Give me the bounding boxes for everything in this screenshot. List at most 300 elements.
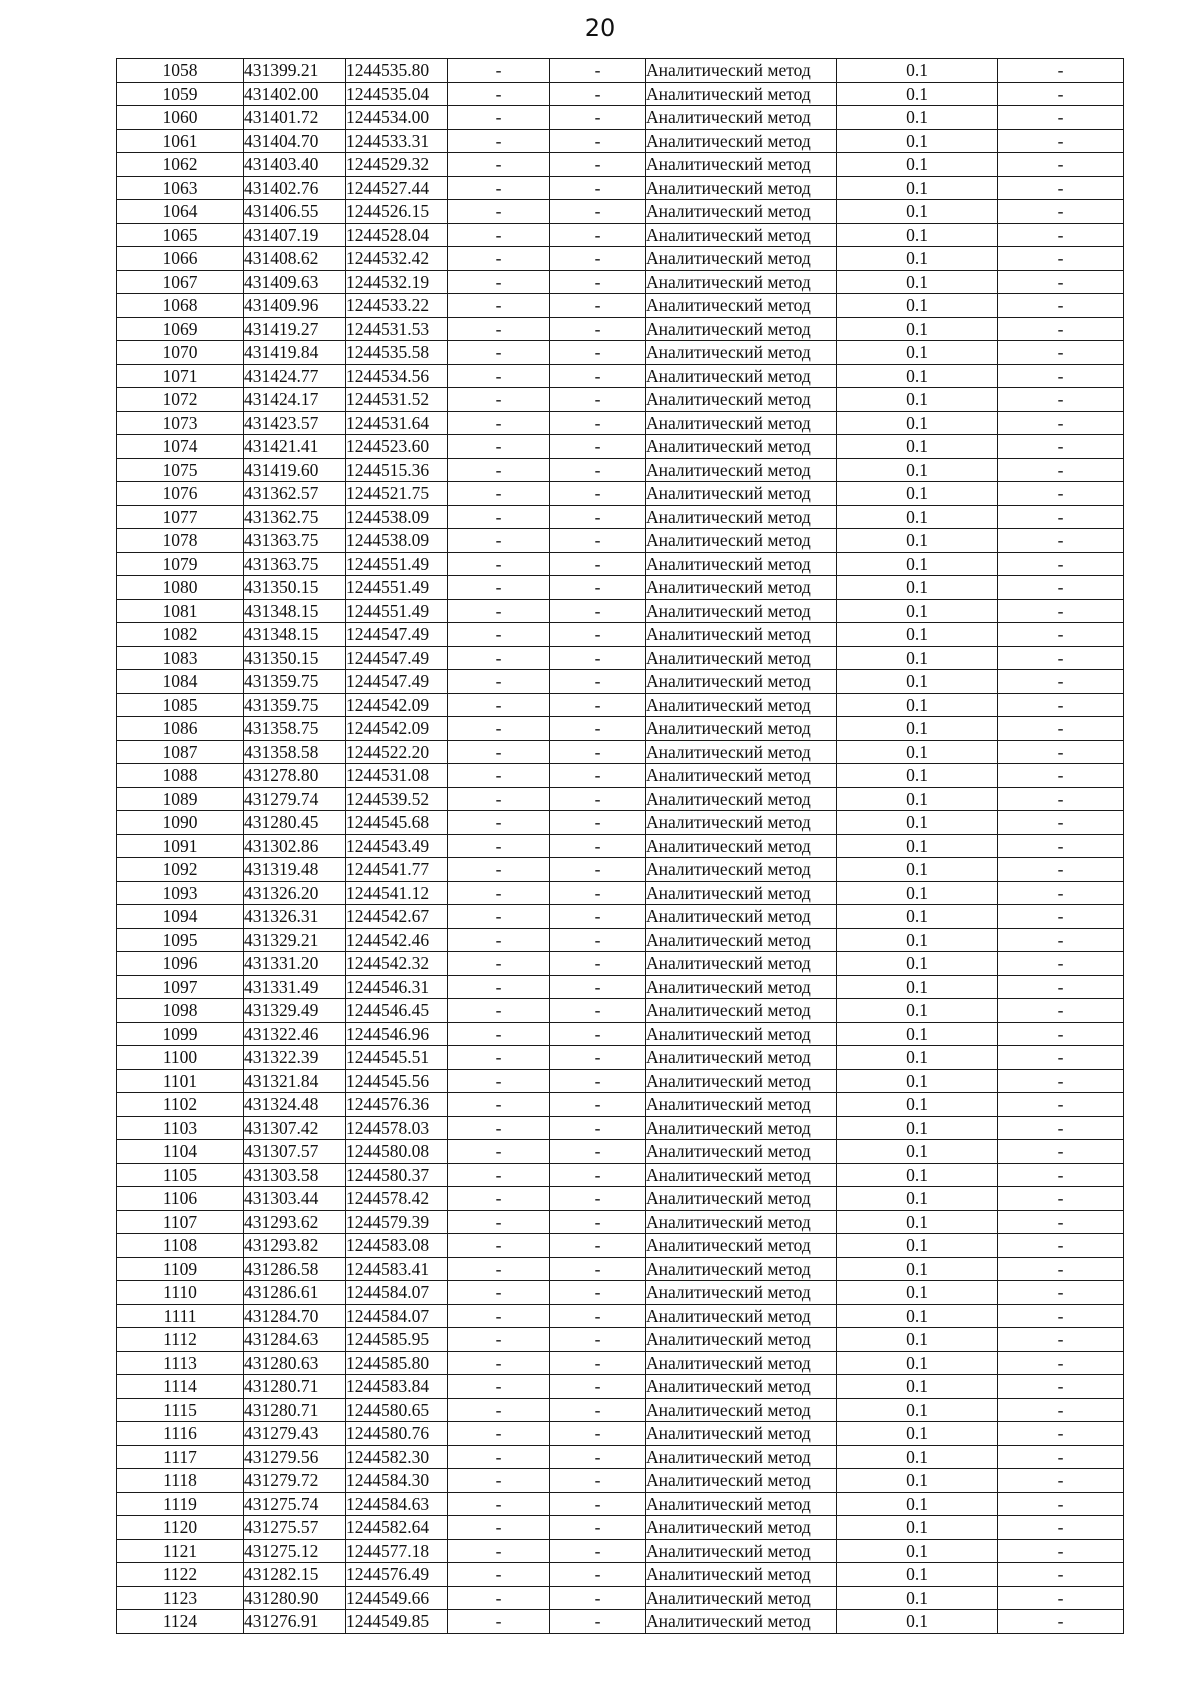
method-cell: Аналитический метод	[646, 975, 837, 999]
table-row	[117, 529, 1124, 553]
dash-cell: -	[998, 811, 1124, 835]
table-row	[117, 693, 1124, 717]
table-row	[117, 646, 1124, 670]
y-coordinate-cell: 1244580.08	[346, 1140, 448, 1164]
y-coordinate-cell: 1244582.64	[346, 1516, 448, 1540]
dash-cell: -	[448, 129, 550, 153]
y-coordinate-cell: 1244578.42	[346, 1187, 448, 1211]
dash-cell: -	[550, 1234, 646, 1258]
dash-cell: -	[448, 717, 550, 741]
table-row	[117, 1539, 1124, 1563]
x-coordinate-cell: 431279.43	[244, 1422, 346, 1446]
dash-cell: -	[550, 599, 646, 623]
dash-cell: -	[998, 975, 1124, 999]
y-coordinate-cell: 1244580.37	[346, 1163, 448, 1187]
dash-cell: -	[448, 999, 550, 1023]
x-coordinate-cell: 431358.75	[244, 717, 346, 741]
dash-cell: -	[550, 458, 646, 482]
dash-cell: -	[550, 1046, 646, 1070]
table-row	[117, 388, 1124, 412]
table-row	[117, 1492, 1124, 1516]
x-coordinate-cell: 431279.56	[244, 1445, 346, 1469]
point-number-cell: 1081	[117, 599, 244, 623]
table-row	[117, 952, 1124, 976]
dash-cell: -	[448, 576, 550, 600]
dash-cell: -	[448, 552, 550, 576]
dash-cell: -	[998, 999, 1124, 1023]
x-coordinate-cell: 431362.75	[244, 505, 346, 529]
table-row	[117, 764, 1124, 788]
table-row	[117, 129, 1124, 153]
x-coordinate-cell: 431307.57	[244, 1140, 346, 1164]
table-row	[117, 881, 1124, 905]
y-coordinate-cell: 1244532.42	[346, 247, 448, 271]
accuracy-cell: 0.1	[837, 458, 998, 482]
table-row	[117, 1069, 1124, 1093]
x-coordinate-cell: 431408.62	[244, 247, 346, 271]
x-coordinate-cell: 431303.58	[244, 1163, 346, 1187]
dash-cell: -	[550, 1328, 646, 1352]
point-number-cell: 1061	[117, 129, 244, 153]
x-coordinate-cell: 431419.84	[244, 341, 346, 365]
point-number-cell: 1059	[117, 82, 244, 106]
point-number-cell: 1100	[117, 1046, 244, 1070]
dash-cell: -	[998, 317, 1124, 341]
dash-cell: -	[550, 364, 646, 388]
y-coordinate-cell: 1244579.39	[346, 1210, 448, 1234]
dash-cell: -	[550, 928, 646, 952]
y-coordinate-cell: 1244535.04	[346, 82, 448, 106]
dash-cell: -	[998, 952, 1124, 976]
dash-cell: -	[448, 1210, 550, 1234]
dash-cell: -	[448, 317, 550, 341]
point-number-cell: 1075	[117, 458, 244, 482]
accuracy-cell: 0.1	[837, 1422, 998, 1446]
dash-cell: -	[550, 1539, 646, 1563]
dash-cell: -	[998, 223, 1124, 247]
dash-cell: -	[550, 1187, 646, 1211]
y-coordinate-cell: 1244545.68	[346, 811, 448, 835]
accuracy-cell: 0.1	[837, 717, 998, 741]
point-number-cell: 1067	[117, 270, 244, 294]
dash-cell: -	[550, 552, 646, 576]
dash-cell: -	[998, 1069, 1124, 1093]
accuracy-cell: 0.1	[837, 223, 998, 247]
x-coordinate-cell: 431280.63	[244, 1351, 346, 1375]
table-row	[117, 1163, 1124, 1187]
dash-cell: -	[550, 1516, 646, 1540]
dash-cell: -	[550, 975, 646, 999]
method-cell: Аналитический метод	[646, 764, 837, 788]
dash-cell: -	[550, 1375, 646, 1399]
accuracy-cell: 0.1	[837, 1210, 998, 1234]
accuracy-cell: 0.1	[837, 364, 998, 388]
dash-cell: -	[448, 364, 550, 388]
accuracy-cell: 0.1	[837, 1093, 998, 1117]
x-coordinate-cell: 431402.76	[244, 176, 346, 200]
y-coordinate-cell: 1244545.51	[346, 1046, 448, 1070]
point-number-cell: 1107	[117, 1210, 244, 1234]
x-coordinate-cell: 431279.72	[244, 1469, 346, 1493]
point-number-cell: 1119	[117, 1492, 244, 1516]
dash-cell: -	[448, 623, 550, 647]
table-row	[117, 505, 1124, 529]
method-cell: Аналитический метод	[646, 435, 837, 459]
dash-cell: -	[998, 1445, 1124, 1469]
point-number-cell: 1108	[117, 1234, 244, 1258]
accuracy-cell: 0.1	[837, 435, 998, 459]
x-coordinate-cell: 431331.20	[244, 952, 346, 976]
y-coordinate-cell: 1244531.53	[346, 317, 448, 341]
point-number-cell: 1087	[117, 740, 244, 764]
accuracy-cell: 0.1	[837, 106, 998, 130]
x-coordinate-cell: 431319.48	[244, 858, 346, 882]
x-coordinate-cell: 431331.49	[244, 975, 346, 999]
dash-cell: -	[550, 1610, 646, 1634]
method-cell: Аналитический метод	[646, 82, 837, 106]
x-coordinate-cell: 431409.96	[244, 294, 346, 318]
y-coordinate-cell: 1244582.30	[346, 1445, 448, 1469]
point-number-cell: 1058	[117, 59, 244, 83]
table-row	[117, 270, 1124, 294]
dash-cell: -	[550, 1492, 646, 1516]
x-coordinate-cell: 431363.75	[244, 552, 346, 576]
table-row	[117, 858, 1124, 882]
point-number-cell: 1103	[117, 1116, 244, 1140]
y-coordinate-cell: 1244577.18	[346, 1539, 448, 1563]
y-coordinate-cell: 1244542.46	[346, 928, 448, 952]
x-coordinate-cell: 431401.72	[244, 106, 346, 130]
y-coordinate-cell: 1244542.09	[346, 693, 448, 717]
y-coordinate-cell: 1244543.49	[346, 834, 448, 858]
point-number-cell: 1109	[117, 1257, 244, 1281]
point-number-cell: 1077	[117, 505, 244, 529]
dash-cell: -	[448, 975, 550, 999]
accuracy-cell: 0.1	[837, 858, 998, 882]
accuracy-cell: 0.1	[837, 1281, 998, 1305]
accuracy-cell: 0.1	[837, 576, 998, 600]
accuracy-cell: 0.1	[837, 1398, 998, 1422]
x-coordinate-cell: 431424.77	[244, 364, 346, 388]
table-row	[117, 599, 1124, 623]
y-coordinate-cell: 1244583.84	[346, 1375, 448, 1399]
x-coordinate-cell: 431419.60	[244, 458, 346, 482]
accuracy-cell: 0.1	[837, 317, 998, 341]
accuracy-cell: 0.1	[837, 388, 998, 412]
y-coordinate-cell: 1244538.09	[346, 505, 448, 529]
method-cell: Аналитический метод	[646, 59, 837, 83]
point-number-cell: 1083	[117, 646, 244, 670]
point-number-cell: 1124	[117, 1610, 244, 1634]
dash-cell: -	[448, 928, 550, 952]
table-row	[117, 1445, 1124, 1469]
dash-cell: -	[998, 200, 1124, 224]
x-coordinate-cell: 431362.57	[244, 482, 346, 506]
point-number-cell: 1118	[117, 1469, 244, 1493]
table-row	[117, 1140, 1124, 1164]
method-cell: Аналитический метод	[646, 200, 837, 224]
point-number-cell: 1084	[117, 670, 244, 694]
accuracy-cell: 0.1	[837, 270, 998, 294]
y-coordinate-cell: 1244533.31	[346, 129, 448, 153]
dash-cell: -	[998, 82, 1124, 106]
point-number-cell: 1066	[117, 247, 244, 271]
y-coordinate-cell: 1244522.20	[346, 740, 448, 764]
x-coordinate-cell: 431293.82	[244, 1234, 346, 1258]
y-coordinate-cell: 1244526.15	[346, 200, 448, 224]
dash-cell: -	[998, 176, 1124, 200]
point-number-cell: 1063	[117, 176, 244, 200]
table-row	[117, 1422, 1124, 1446]
dash-cell: -	[998, 482, 1124, 506]
method-cell: Аналитический метод	[646, 1234, 837, 1258]
table-row	[117, 1022, 1124, 1046]
x-coordinate-cell: 431284.70	[244, 1304, 346, 1328]
accuracy-cell: 0.1	[837, 1563, 998, 1587]
dash-cell: -	[998, 1375, 1124, 1399]
method-cell: Аналитический метод	[646, 294, 837, 318]
dash-cell: -	[998, 1351, 1124, 1375]
accuracy-cell: 0.1	[837, 200, 998, 224]
point-number-cell: 1115	[117, 1398, 244, 1422]
table-row	[117, 999, 1124, 1023]
x-coordinate-cell: 431302.86	[244, 834, 346, 858]
dash-cell: -	[998, 1539, 1124, 1563]
x-coordinate-cell: 431348.15	[244, 623, 346, 647]
accuracy-cell: 0.1	[837, 294, 998, 318]
accuracy-cell: 0.1	[837, 975, 998, 999]
method-cell: Аналитический метод	[646, 1257, 837, 1281]
dash-cell: -	[448, 1422, 550, 1446]
dash-cell: -	[448, 1022, 550, 1046]
y-coordinate-cell: 1244584.07	[346, 1304, 448, 1328]
y-coordinate-cell: 1244535.58	[346, 341, 448, 365]
y-coordinate-cell: 1244583.41	[346, 1257, 448, 1281]
point-number-cell: 1073	[117, 411, 244, 435]
table-row	[117, 928, 1124, 952]
y-coordinate-cell: 1244545.56	[346, 1069, 448, 1093]
method-cell: Аналитический метод	[646, 364, 837, 388]
dash-cell: -	[550, 388, 646, 412]
point-number-cell: 1114	[117, 1375, 244, 1399]
y-coordinate-cell: 1244535.80	[346, 59, 448, 83]
accuracy-cell: 0.1	[837, 1492, 998, 1516]
y-coordinate-cell: 1244527.44	[346, 176, 448, 200]
x-coordinate-cell: 431424.17	[244, 388, 346, 412]
accuracy-cell: 0.1	[837, 1375, 998, 1399]
point-number-cell: 1110	[117, 1281, 244, 1305]
table-row	[117, 1563, 1124, 1587]
accuracy-cell: 0.1	[837, 646, 998, 670]
point-number-cell: 1111	[117, 1304, 244, 1328]
dash-cell: -	[998, 1116, 1124, 1140]
y-coordinate-cell: 1244546.31	[346, 975, 448, 999]
dash-cell: -	[448, 505, 550, 529]
point-number-cell: 1105	[117, 1163, 244, 1187]
x-coordinate-cell: 431329.49	[244, 999, 346, 1023]
y-coordinate-cell: 1244584.63	[346, 1492, 448, 1516]
dash-cell: -	[550, 1281, 646, 1305]
x-coordinate-cell: 431280.90	[244, 1586, 346, 1610]
y-coordinate-cell: 1244541.12	[346, 881, 448, 905]
x-coordinate-cell: 431284.63	[244, 1328, 346, 1352]
accuracy-cell: 0.1	[837, 1586, 998, 1610]
method-cell: Аналитический метод	[646, 482, 837, 506]
accuracy-cell: 0.1	[837, 693, 998, 717]
dash-cell: -	[448, 1046, 550, 1070]
y-coordinate-cell: 1244546.96	[346, 1022, 448, 1046]
dash-cell: -	[998, 670, 1124, 694]
x-coordinate-cell: 431280.45	[244, 811, 346, 835]
dash-cell: -	[998, 1234, 1124, 1258]
accuracy-cell: 0.1	[837, 247, 998, 271]
accuracy-cell: 0.1	[837, 82, 998, 106]
point-number-cell: 1112	[117, 1328, 244, 1352]
dash-cell: -	[550, 717, 646, 741]
method-cell: Аналитический метод	[646, 1187, 837, 1211]
y-coordinate-cell: 1244547.49	[346, 646, 448, 670]
dash-cell: -	[448, 1093, 550, 1117]
dash-cell: -	[448, 341, 550, 365]
point-number-cell: 1104	[117, 1140, 244, 1164]
method-cell: Аналитический метод	[646, 905, 837, 929]
method-cell: Аналитический метод	[646, 106, 837, 130]
dash-cell: -	[448, 646, 550, 670]
x-coordinate-cell: 431419.27	[244, 317, 346, 341]
accuracy-cell: 0.1	[837, 1304, 998, 1328]
accuracy-cell: 0.1	[837, 670, 998, 694]
dash-cell: -	[998, 1422, 1124, 1446]
table-row	[117, 59, 1124, 83]
point-number-cell: 1122	[117, 1563, 244, 1587]
x-coordinate-cell: 431322.46	[244, 1022, 346, 1046]
method-cell: Аналитический метод	[646, 1563, 837, 1587]
dash-cell: -	[448, 1492, 550, 1516]
point-number-cell: 1092	[117, 858, 244, 882]
point-number-cell: 1121	[117, 1539, 244, 1563]
x-coordinate-cell: 431359.75	[244, 670, 346, 694]
accuracy-cell: 0.1	[837, 999, 998, 1023]
x-coordinate-cell: 431421.41	[244, 435, 346, 459]
y-coordinate-cell: 1244541.77	[346, 858, 448, 882]
method-cell: Аналитический метод	[646, 693, 837, 717]
dash-cell: -	[998, 1210, 1124, 1234]
dash-cell: -	[998, 764, 1124, 788]
dash-cell: -	[550, 106, 646, 130]
accuracy-cell: 0.1	[837, 881, 998, 905]
table-row	[117, 905, 1124, 929]
table-row	[117, 552, 1124, 576]
dash-cell: -	[550, 764, 646, 788]
y-coordinate-cell: 1244578.03	[346, 1116, 448, 1140]
dash-cell: -	[550, 834, 646, 858]
dash-cell: -	[448, 294, 550, 318]
dash-cell: -	[550, 1116, 646, 1140]
y-coordinate-cell: 1244551.49	[346, 599, 448, 623]
x-coordinate-cell: 431403.40	[244, 153, 346, 177]
method-cell: Аналитический метод	[646, 247, 837, 271]
dash-cell: -	[998, 153, 1124, 177]
y-coordinate-cell: 1244580.65	[346, 1398, 448, 1422]
point-number-cell: 1069	[117, 317, 244, 341]
accuracy-cell: 0.1	[837, 505, 998, 529]
y-coordinate-cell: 1244528.04	[346, 223, 448, 247]
table-row	[117, 740, 1124, 764]
x-coordinate-cell: 431279.74	[244, 787, 346, 811]
x-coordinate-cell: 431280.71	[244, 1398, 346, 1422]
method-cell: Аналитический метод	[646, 317, 837, 341]
dash-cell: -	[550, 811, 646, 835]
table-row	[117, 1610, 1124, 1634]
x-coordinate-cell: 431402.00	[244, 82, 346, 106]
dash-cell: -	[550, 317, 646, 341]
accuracy-cell: 0.1	[837, 1257, 998, 1281]
y-coordinate-cell: 1244551.49	[346, 552, 448, 576]
dash-cell: -	[998, 1516, 1124, 1540]
table-row	[117, 82, 1124, 106]
x-coordinate-cell: 431407.19	[244, 223, 346, 247]
dash-cell: -	[448, 458, 550, 482]
table-row	[117, 435, 1124, 459]
dash-cell: -	[998, 1046, 1124, 1070]
accuracy-cell: 0.1	[837, 787, 998, 811]
point-number-cell: 1089	[117, 787, 244, 811]
table-row	[117, 717, 1124, 741]
dash-cell: -	[550, 858, 646, 882]
x-coordinate-cell: 431307.42	[244, 1116, 346, 1140]
point-number-cell: 1093	[117, 881, 244, 905]
point-number-cell: 1072	[117, 388, 244, 412]
accuracy-cell: 0.1	[837, 905, 998, 929]
dash-cell: -	[998, 740, 1124, 764]
dash-cell: -	[448, 693, 550, 717]
dash-cell: -	[550, 1304, 646, 1328]
table-row	[117, 200, 1124, 224]
dash-cell: -	[550, 1257, 646, 1281]
table-row	[117, 1046, 1124, 1070]
table-row	[117, 811, 1124, 835]
method-cell: Аналитический метод	[646, 1586, 837, 1610]
y-coordinate-cell: 1244547.49	[346, 670, 448, 694]
accuracy-cell: 0.1	[837, 1116, 998, 1140]
dash-cell: -	[448, 952, 550, 976]
method-cell: Аналитический метод	[646, 153, 837, 177]
dash-cell: -	[448, 1610, 550, 1634]
point-number-cell: 1102	[117, 1093, 244, 1117]
dash-cell: -	[550, 505, 646, 529]
point-number-cell: 1070	[117, 341, 244, 365]
point-number-cell: 1082	[117, 623, 244, 647]
dash-cell: -	[998, 270, 1124, 294]
dash-cell: -	[550, 1563, 646, 1587]
dash-cell: -	[448, 1398, 550, 1422]
dash-cell: -	[550, 740, 646, 764]
dash-cell: -	[998, 1469, 1124, 1493]
dash-cell: -	[448, 1234, 550, 1258]
dash-cell: -	[550, 693, 646, 717]
accuracy-cell: 0.1	[837, 482, 998, 506]
point-number-cell: 1101	[117, 1069, 244, 1093]
y-coordinate-cell: 1244546.45	[346, 999, 448, 1023]
y-coordinate-cell: 1244580.76	[346, 1422, 448, 1446]
dash-cell: -	[550, 1398, 646, 1422]
table-row	[117, 834, 1124, 858]
method-cell: Аналитический метод	[646, 787, 837, 811]
table-row	[117, 1351, 1124, 1375]
dash-cell: -	[448, 1516, 550, 1540]
dash-cell: -	[998, 928, 1124, 952]
method-cell: Аналитический метод	[646, 1140, 837, 1164]
